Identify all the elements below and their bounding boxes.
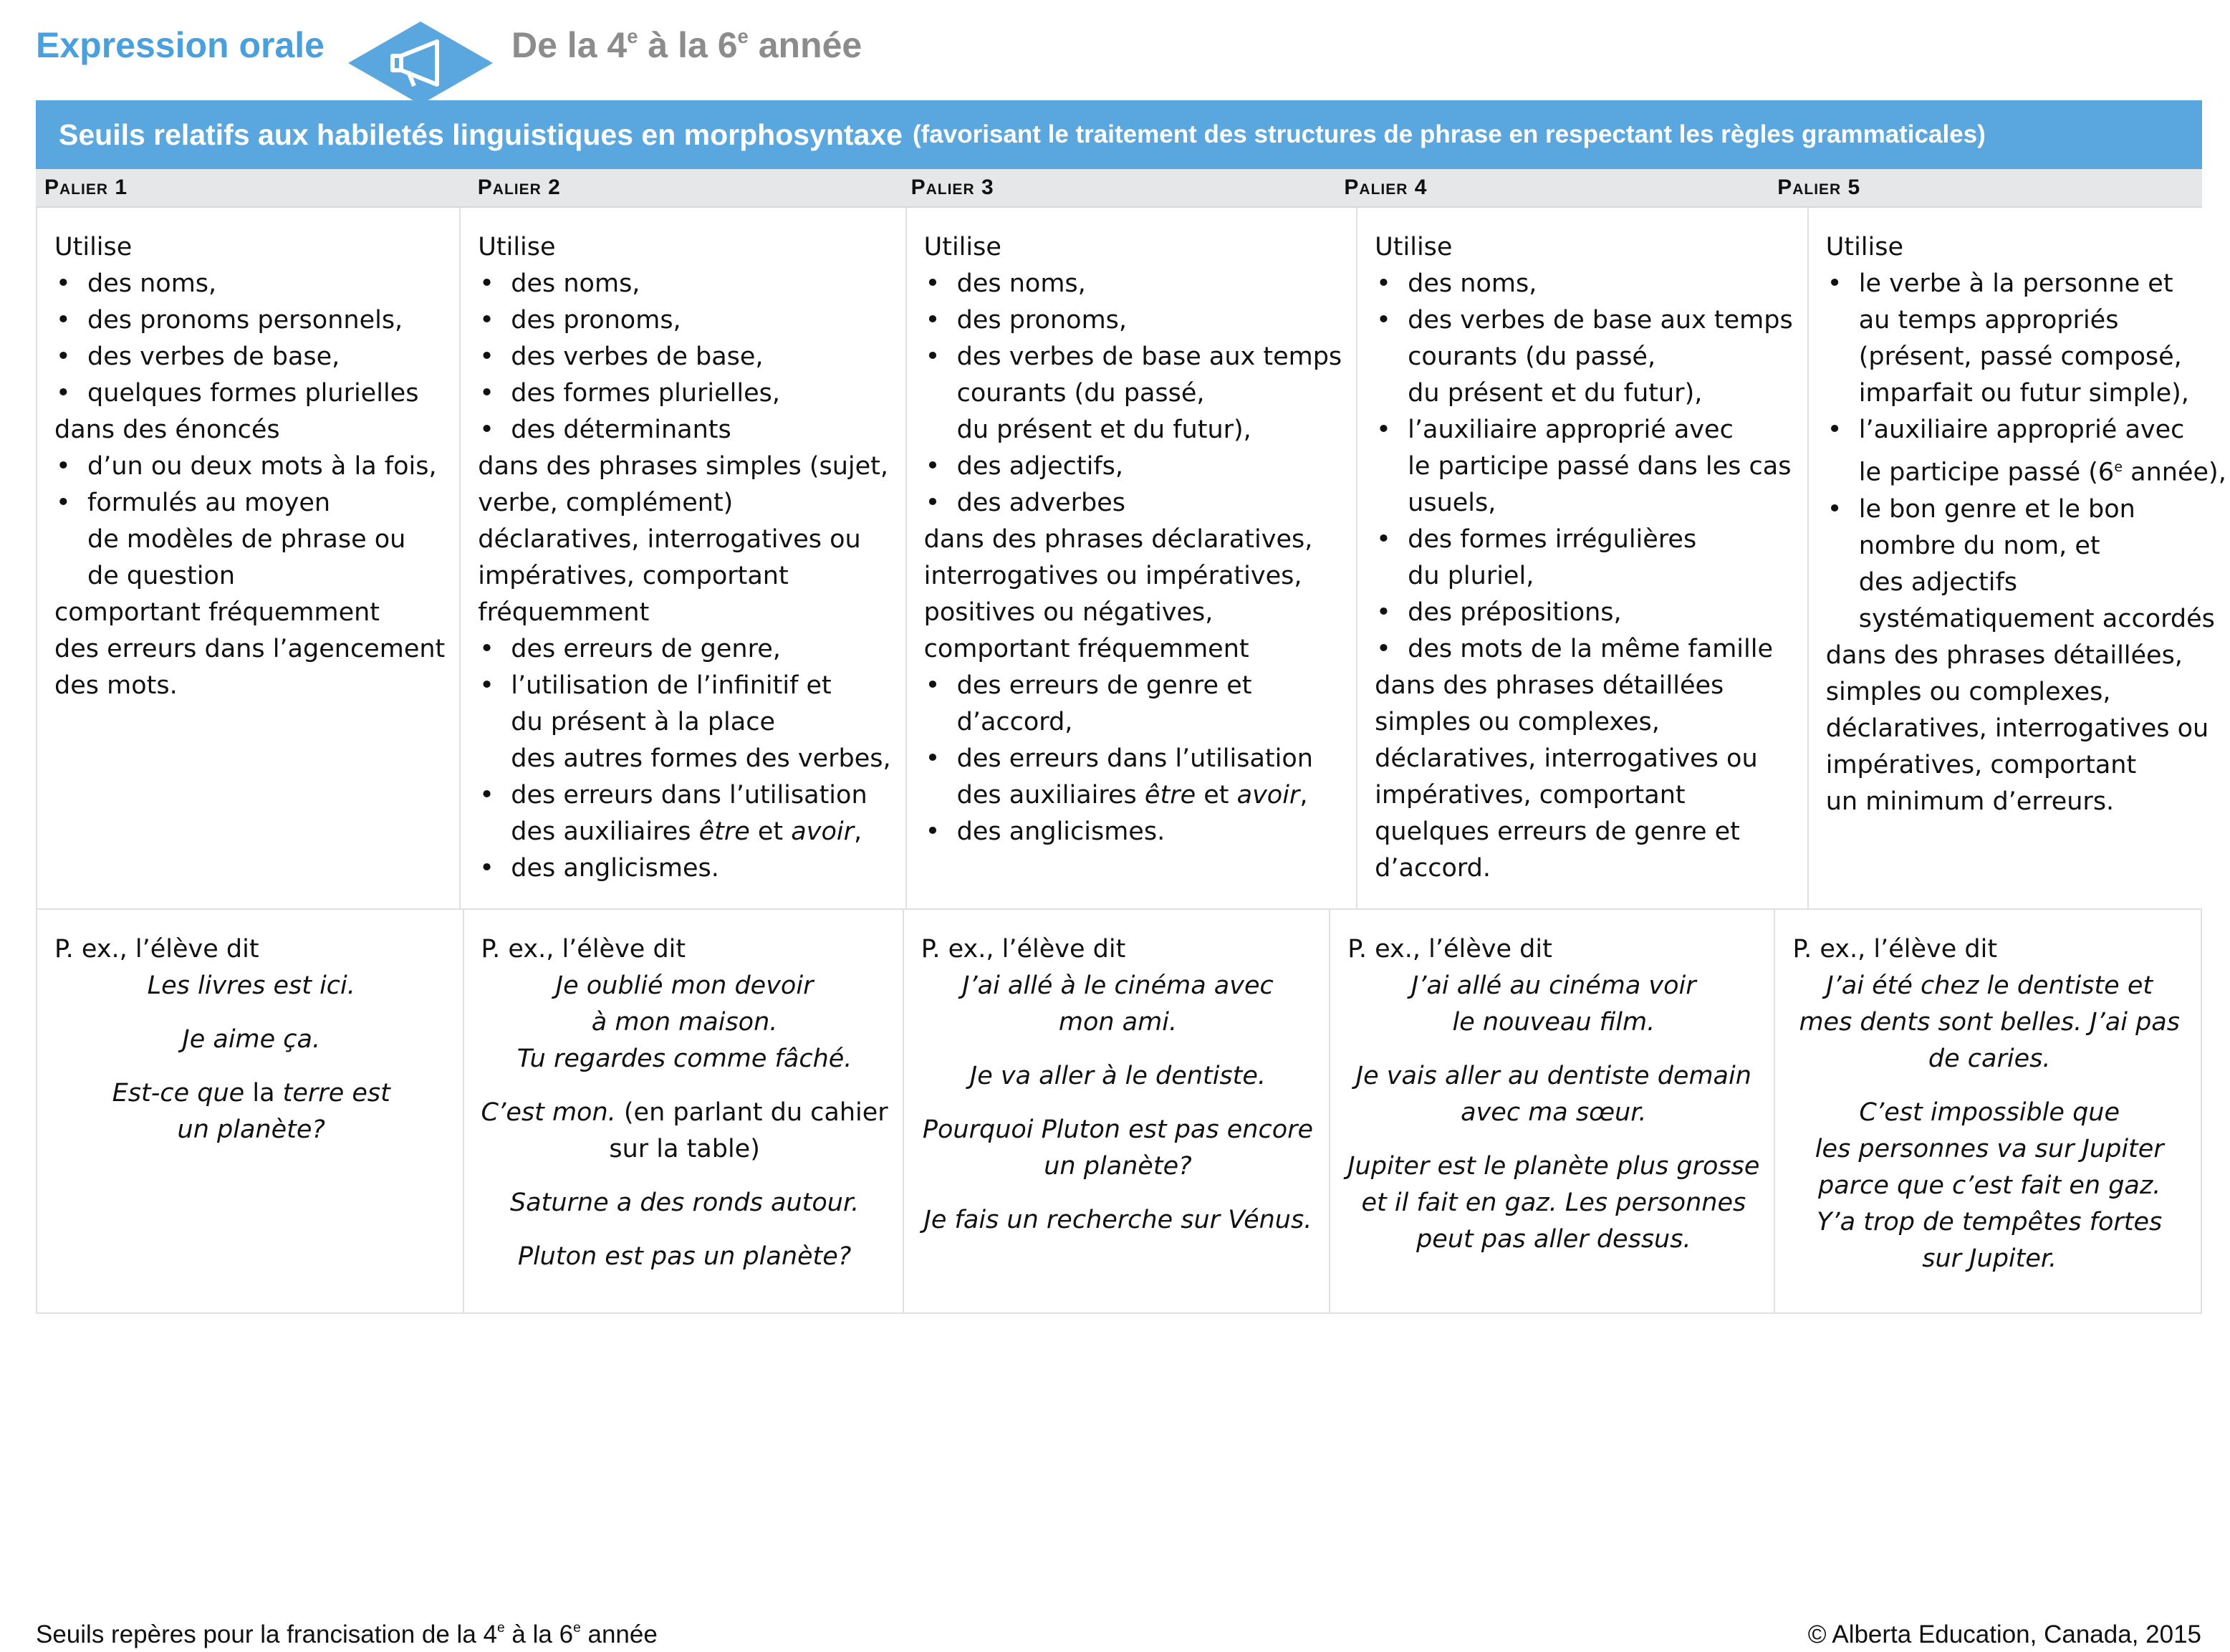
palier-1-criteria	[36, 208, 459, 908]
example-sentence: Je vais aller au dentiste demain	[1355, 1062, 1751, 1090]
list-item: • le bon genre et le bon	[1826, 491, 2226, 528]
criteria-text: dans des phrases déclaratives,	[923, 525, 1313, 554]
criteria-text: dans des phrases détaillées,	[1825, 640, 2183, 670]
list-item-continued: nombre du nom, et	[1858, 531, 2100, 560]
palier-1-header: Palier 1	[44, 176, 128, 199]
criteria-text: un minimum d’erreurs.	[1825, 787, 2115, 816]
table-title-band	[36, 100, 2202, 169]
list-item: • des erreurs de genre et	[924, 668, 1342, 704]
text-run: des auxiliaires	[511, 817, 699, 846]
example-sentence: parce que c’est fait en gaz.	[1818, 1171, 2161, 1200]
list-item: • des formes irrégulières	[1375, 522, 1793, 558]
list-item: • des adverbes	[924, 485, 1342, 522]
section-title: Expression orale	[36, 25, 325, 65]
example-sentence: et il fait en gaz. Les personnes	[1361, 1188, 1746, 1217]
list-item-continued	[1826, 448, 2226, 491]
criteria-row	[36, 208, 2226, 910]
palier-1-examples	[36, 910, 463, 1312]
grade-range	[511, 24, 862, 66]
list-item-continued: du pluriel,	[1408, 562, 1534, 590]
list-item-continued	[478, 814, 890, 850]
example-sentence: le nouveau film.	[1452, 1008, 1655, 1037]
example-sentence: avec ma sœur.	[1461, 1098, 1647, 1127]
example-sentence: Les livres est ici.	[147, 971, 355, 1000]
palier-4-criteria	[1356, 208, 1807, 908]
list-item: • des prépositions,	[1375, 595, 1793, 631]
criteria-intro: Utilise	[54, 233, 133, 261]
text-run: le participe passé (6	[1858, 458, 2115, 487]
list-item-continued: de question	[87, 562, 236, 590]
table-title: Seuils relatifs aux habiletés linguistiques en morphosyntaxe	[59, 117, 903, 151]
example-sentence: Pluton est pas un planète?	[517, 1242, 852, 1271]
list-item-continued: du présent et du futur),	[956, 416, 1251, 444]
footer-text: année	[580, 1620, 658, 1648]
grade-range-c: année	[748, 25, 862, 65]
list-item-continued: de modèles de phrase ou	[87, 525, 406, 554]
footer-document-title	[36, 1620, 658, 1649]
list-item-continued: le participe passé dans les cas	[1408, 452, 1792, 481]
megaphone-icon	[345, 20, 496, 106]
list-item: • des pronoms personnels,	[54, 302, 445, 339]
example-sentence: mon ami.	[1058, 1008, 1178, 1037]
list-item-continued: du présent à la place	[511, 708, 775, 736]
list-item-continued	[924, 777, 1342, 814]
list-item: • des noms,	[478, 266, 890, 302]
criteria-text: simples ou complexes,	[1825, 677, 2111, 706]
list-item: • des verbes de base,	[54, 339, 445, 375]
superscript: e	[496, 1620, 505, 1636]
criteria-text: quelques erreurs de genre et	[1375, 817, 1740, 846]
list-item: • l’auxiliaire approprié avec	[1375, 412, 1793, 448]
criteria-text: verbe, complément)	[478, 489, 734, 517]
list-item-continued: usuels,	[1408, 489, 1496, 517]
criteria-intro: Utilise	[923, 233, 1001, 261]
list-item: • le verbe à la personne et	[1826, 266, 2226, 302]
text-run-italic: C’est mon.	[481, 1098, 616, 1127]
criteria-text: déclaratives, interrogatives ou	[1375, 744, 1758, 773]
text-run: ,	[1299, 781, 1308, 810]
list-item: • l’auxiliaire approprié avec	[1826, 412, 2226, 448]
palier-4-examples	[1329, 910, 1774, 1312]
thresholds-table	[36, 100, 2226, 1314]
superscript: e	[2114, 458, 2123, 475]
list-item: • d’un ou deux mots à la fois,	[54, 448, 445, 485]
criteria-intro: Utilise	[1375, 233, 1453, 261]
example-sentence: J’ai été chez le dentiste et	[1826, 971, 2153, 1000]
list-item-continued: des autres formes des verbes,	[511, 744, 891, 773]
list-item-continued: d’accord,	[956, 708, 1073, 736]
palier-3-examples	[903, 910, 1330, 1312]
list-item-continued: (présent, passé composé,	[1858, 342, 2182, 371]
criteria-text: impératives, comportant	[1825, 750, 2137, 779]
text-run: et	[1196, 781, 1237, 810]
list-item: • des verbes de base aux temps	[1375, 302, 1793, 339]
criteria-text: positives ou négatives,	[923, 598, 1213, 627]
example-sentence: Je oublié mon devoir	[555, 971, 814, 1000]
text-run-italic: Est-ce que	[112, 1079, 245, 1108]
palier-header-row	[36, 169, 2202, 208]
example-sentence	[481, 1095, 888, 1131]
example-sentence: J’ai allé à le cinéma avec	[962, 971, 1274, 1000]
list-item: • des adjectifs,	[924, 448, 1342, 485]
list-item: • des déterminants	[478, 412, 890, 448]
criteria-text: comportant fréquemment	[923, 635, 1249, 663]
example-sentence: un planète?	[177, 1115, 325, 1144]
list-item: • quelques formes plurielles	[54, 375, 445, 412]
example-intro: P. ex., l’élève dit	[54, 935, 259, 964]
criteria-text: déclaratives, interrogatives ou	[1825, 714, 2209, 743]
example-sentence: Pourquoi Pluton est pas encore	[922, 1115, 1314, 1144]
list-item-continued: courants (du passé,	[956, 379, 1205, 408]
example-sentence: Y’a trop de tempêtes fortes	[1817, 1208, 2163, 1236]
criteria-text: impératives, comportant	[478, 562, 789, 590]
criteria-text: dans des énoncés	[54, 416, 280, 444]
criteria-text: déclaratives, interrogatives ou	[478, 525, 861, 554]
list-item: • l’utilisation de l’infinitif et	[478, 668, 890, 704]
list-item: • des erreurs de genre,	[478, 631, 890, 668]
list-item: • des noms,	[1375, 266, 1793, 302]
list-item: • des mots de la même famille	[1375, 631, 1793, 668]
criteria-intro: Utilise	[478, 233, 556, 261]
list-item-continued: imparfait ou futur simple),	[1858, 379, 2189, 408]
palier-4-header: Palier 4	[1344, 176, 1428, 199]
list-item-continued: des adjectifs	[1858, 567, 2018, 597]
example-sentence: mes dents sont belles. J’ai pas	[1799, 1008, 2180, 1037]
palier-2-examples	[463, 910, 903, 1312]
example-sentence: Je aime ça.	[182, 1025, 321, 1054]
criteria-text: dans des phrases simples (sujet,	[478, 452, 889, 481]
palier-5-header: Palier 5	[1777, 176, 1861, 199]
list-item: • des anglicismes.	[924, 814, 1342, 850]
grade-range-sup2: e	[737, 24, 749, 47]
example-sentence: peut pas aller dessus.	[1416, 1225, 1691, 1254]
example-sentence: J’ai allé au cinéma voir	[1411, 971, 1696, 1000]
list-item-continued: du présent et du futur),	[1408, 379, 1703, 408]
text-run-italic: être	[1144, 781, 1196, 810]
criteria-text: d’accord.	[1375, 854, 1491, 883]
criteria-intro: Utilise	[1825, 233, 1904, 261]
criteria-text: des erreurs dans l’agencement	[54, 635, 446, 663]
example-sentence: C’est impossible que	[1859, 1098, 2120, 1127]
example-sentence: sur la table)	[609, 1135, 760, 1163]
list-item: • des pronoms,	[924, 302, 1342, 339]
list-item-continued: courants (du passé,	[1408, 342, 1656, 371]
example-intro: P. ex., l’élève dit	[481, 935, 686, 964]
footer-copyright: © Alberta Education, Canada, 2015	[1807, 1620, 2201, 1648]
list-item: • des erreurs dans l’utilisation	[924, 741, 1342, 777]
list-item: • des verbes de base,	[478, 339, 890, 375]
list-item: • formulés au moyen	[54, 485, 445, 522]
criteria-text: simples ou complexes,	[1375, 708, 1660, 736]
list-item: • des formes plurielles,	[478, 375, 890, 412]
example-sentence: Jupiter est le planète plus grosse	[1347, 1152, 1760, 1181]
text-run-italic: avoir	[1236, 781, 1300, 810]
list-item: • des noms,	[54, 266, 445, 302]
palier-3-header: Palier 3	[910, 176, 994, 199]
text-run: et	[749, 817, 792, 846]
examples-row	[36, 910, 2202, 1314]
example-sentence: de caries.	[1928, 1044, 2051, 1073]
grade-range-b: à la 6	[638, 25, 738, 65]
palier-5-criteria	[1807, 208, 2230, 908]
list-item: • des verbes de base aux temps	[924, 339, 1342, 375]
page-header	[36, 20, 1039, 92]
list-item: • des anglicismes.	[478, 850, 890, 887]
text-run-italic: être	[698, 817, 750, 846]
example-sentence: sur Jupiter.	[1922, 1244, 2057, 1273]
table-subtitle: (favorisant le traitement des structures de phrase en respectant les règles grammaticales)	[912, 120, 1986, 148]
text-run-italic: terre est	[282, 1079, 390, 1108]
text-run-italic: avoir	[791, 817, 854, 846]
palier-3-criteria	[905, 208, 1357, 908]
grade-range-a: De la 4	[511, 25, 628, 65]
palier-5-examples	[1774, 910, 2202, 1312]
text-run: année),	[2123, 458, 2226, 487]
footer-text: Seuils repères pour la francisation de la 4	[36, 1620, 497, 1648]
criteria-text: impératives, comportant	[1375, 781, 1686, 810]
list-item: • des erreurs dans l’utilisation	[478, 777, 890, 814]
text-run: (en parlant du cahier	[615, 1098, 888, 1127]
example-intro: P. ex., l’élève dit	[921, 935, 1126, 964]
grade-range-sup1: e	[627, 24, 638, 47]
superscript: e	[573, 1620, 581, 1636]
example-sentence: Tu regardes comme fâché.	[516, 1044, 852, 1073]
example-sentence: les personnes va sur Jupiter	[1815, 1135, 2164, 1163]
criteria-text: des mots.	[54, 671, 178, 700]
example-intro: P. ex., l’élève dit	[1347, 935, 1552, 964]
palier-2-criteria	[459, 208, 905, 908]
example-sentence: à mon maison.	[591, 1008, 778, 1037]
criteria-text: fréquemment	[478, 598, 650, 627]
criteria-text: comportant fréquemment	[54, 598, 380, 627]
list-item: • des noms,	[924, 266, 1342, 302]
list-item: • des pronoms,	[478, 302, 890, 339]
criteria-text: dans des phrases détaillées	[1375, 671, 1724, 700]
example-sentence	[54, 1075, 448, 1112]
text-run: des auxiliaires	[956, 781, 1145, 810]
example-sentence: un planète?	[1044, 1152, 1192, 1181]
text-run: ,	[853, 817, 862, 846]
list-item-continued: systématiquement accordés	[1858, 604, 2215, 633]
list-item-continued: au temps appropriés	[1858, 306, 2119, 335]
criteria-text: interrogatives ou impératives,	[923, 562, 1302, 590]
text-run: la	[244, 1079, 283, 1108]
example-intro: P. ex., l’élève dit	[1792, 935, 1998, 964]
footer-text: à la 6	[504, 1620, 574, 1648]
example-sentence: Je va aller à le dentiste.	[969, 1062, 1267, 1090]
example-sentence: Saturne a des ronds autour.	[509, 1188, 860, 1217]
palier-2-header: Palier 2	[477, 176, 561, 199]
example-sentence: Je fais un recherche sur Vénus.	[923, 1206, 1312, 1234]
